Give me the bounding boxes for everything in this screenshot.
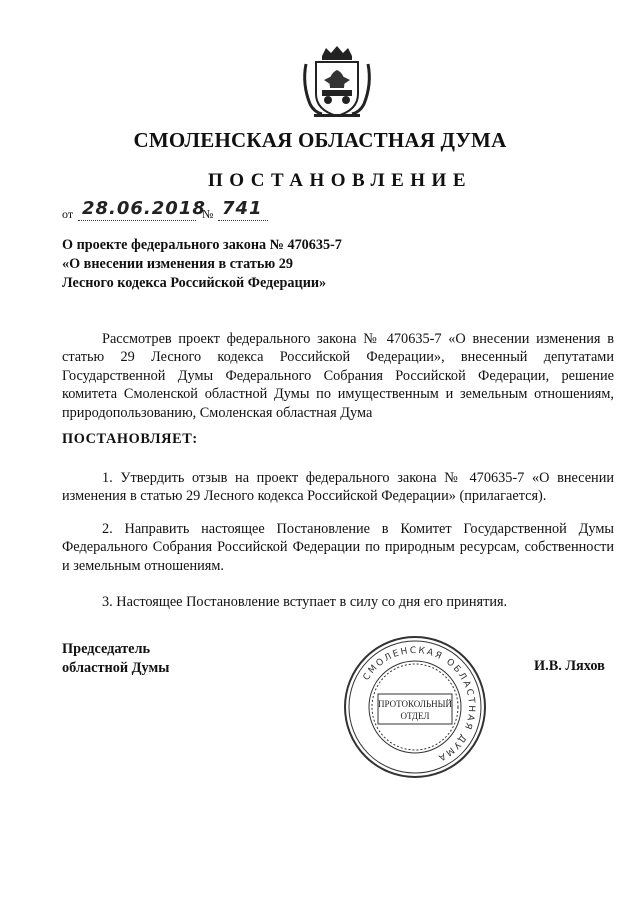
resolution-item: 1. Утвердить отзыв на проект федерального закона № 470635-7 «О внесении изменения в статью 29 Лесного кодекса Российской Федерации» (прилагается). — [62, 470, 614, 505]
stamp-center-line: ПРОТОКОЛЬНЫЙ — [378, 699, 452, 709]
subject-line: «О внесении изменения в статью 29 — [62, 256, 293, 272]
date-number-line — [62, 198, 322, 224]
date-value: 28.06.2018 — [82, 198, 206, 219]
organization-title: СМОЛЕНСКАЯ ОБЛАСТНАЯ ДУМА — [133, 128, 507, 152]
subject-line: Лесного кодекса Российской Федерации» — [62, 275, 327, 291]
resolution-item: 3. Настоящее Постановление вступает в силу со дня его принятия. — [102, 594, 508, 610]
document-subject — [62, 236, 482, 293]
number-label: № — [202, 207, 214, 221]
preamble-paragraph: Рассмотрев проект федерального закона № 470635-7 «О внесении изменения в статью 29 Лесного кодекса Российской Федерации», внесенный депутатами Государственной Думы Федерального Собрания Российской Федерации, решение комитета Смоленской областной Думы по имущественным и земельным отношениям, природопользованию, Смоленская областная Дума — [62, 331, 614, 421]
resolves-heading: ПОСТАНОВЛЯЕТ: — [62, 431, 198, 447]
document-type: ПОСТАНОВЛЕНИЕ — [207, 170, 473, 191]
smolensk-coat-of-arms-icon — [300, 44, 374, 120]
number-value: 741 — [222, 198, 263, 219]
stamp-ring-text: СМОЛЕНСКАЯ ОБЛАСТНАЯ ДУМА — [361, 645, 477, 763]
stamp-center-line: ОТДЕЛ — [400, 711, 430, 721]
signatory-position — [62, 640, 169, 678]
position-line: областной Думы — [62, 660, 170, 676]
date-label: от — [62, 207, 74, 221]
subject-line: О проекте федерального закона № 470635-7 — [62, 237, 342, 253]
position-line: Председатель — [62, 641, 151, 657]
signatory-name: И.В. Ляхов — [534, 658, 605, 674]
resolution-item: 2. Направить настоящее Постановление в Комитет Государственной Думы Федерального Собрания Российской Федерации по природным ресурсам, собственности и земельным отношениям. — [62, 521, 614, 574]
official-stamp-icon — [340, 632, 490, 782]
